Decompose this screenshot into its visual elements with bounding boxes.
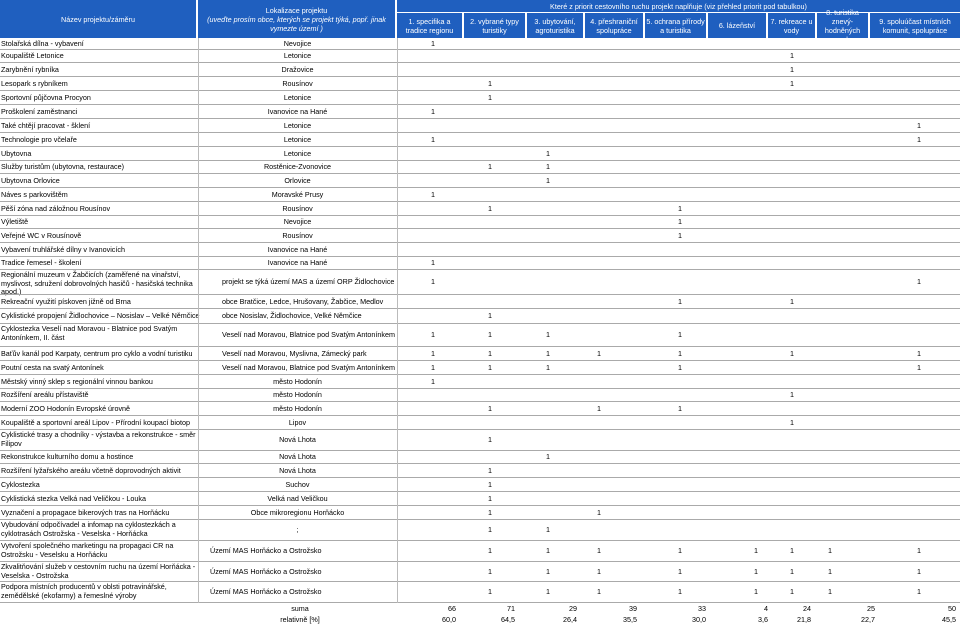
project-name: Poutní cesta na svatý Antonínek (1, 362, 104, 372)
table-row (0, 402, 960, 416)
project-location: obce Nosislav, Židlochovice, Velké Němčice (222, 311, 362, 320)
project-location: Území MAS Horňácko a Ostrožsko (210, 587, 322, 596)
priority-mark-3: 1 (546, 348, 550, 358)
sum-row-value-1: 66 (448, 604, 456, 613)
table-row (0, 229, 960, 243)
table-row (0, 309, 960, 324)
priority-mark-7: 1 (790, 51, 794, 60)
priority-mark-7: 1 (790, 64, 794, 74)
priority-mark-8: 1 (828, 566, 832, 576)
table-row (0, 270, 960, 295)
header-priority-7 (768, 13, 815, 38)
sum-row-value-3: 29 (569, 604, 577, 613)
header-priority-1 (397, 13, 462, 38)
project-name: Cyklostezka Veselí nad Moravou - Blatnice pod Svatým Antonínkem, II. část (1, 324, 178, 342)
project-location: Nevojice (283, 217, 312, 226)
table-row (0, 492, 960, 506)
project-location: Nevojice (283, 38, 312, 48)
priority-mark-5: 1 (678, 566, 682, 576)
priority-mark-7: 1 (790, 390, 794, 399)
relative-row-value-8: 22,7 (861, 615, 875, 624)
project-location: Ivanovice na Hané (267, 106, 328, 116)
project-name: Výletiště (1, 217, 29, 226)
project-location: Orlovice (284, 175, 311, 185)
project-name: Rekreační využití pískoven jižně od Brna (1, 296, 131, 306)
project-name: Ubytovna (1, 148, 32, 158)
table-row (0, 202, 960, 216)
project-location: Nová Lhota (279, 452, 316, 461)
priority-mark-3: 1 (546, 162, 550, 171)
priority-mark-8: 1 (828, 546, 832, 555)
table-row (0, 541, 960, 562)
project-location: obce Bratčice, Ledce, Hrušovany, Žabčice, Medlov (222, 296, 384, 306)
relative-row-value-2: 64,5 (501, 615, 515, 624)
project-location: Letonice (283, 51, 312, 60)
priority-mark-1: 1 (431, 38, 435, 48)
priority-mark-2: 1 (488, 435, 492, 444)
relative-row-value-9: 45,5 (942, 615, 956, 624)
table-row (0, 174, 960, 188)
priority-mark-7: 1 (790, 546, 794, 555)
project-name: Cyklistické propojení Židlochovice – Nosislav – Velké Němčice (1, 311, 200, 320)
priority-mark-9: 1 (917, 277, 921, 286)
table-row (0, 347, 960, 361)
priority-mark-3: 1 (546, 175, 550, 185)
header-priorities (397, 0, 960, 12)
sum-row-value-4: 39 (629, 604, 637, 613)
table-row (0, 105, 960, 119)
table-row (0, 243, 960, 257)
priority-mark-1: 1 (431, 348, 435, 358)
priority-mark-5: 1 (678, 362, 682, 372)
priority-mark-7: 1 (790, 566, 794, 576)
sum-row-value-5: 33 (698, 604, 706, 613)
priority-mark-3: 1 (546, 546, 550, 555)
relative-row-value-4: 35,5 (623, 615, 637, 624)
header-project-name (0, 0, 196, 38)
header-priority-8 (817, 7, 868, 44)
project-name: Sportovní půjčovna Procyon (1, 92, 91, 102)
project-name: Vytvoření společného marketingu na propagaci CR na Ostrožsku - Veselsku a Horňácku (1, 541, 174, 559)
header-priority-3 (527, 13, 583, 38)
project-location: Ivanovice na Hané (267, 258, 328, 267)
project-location: Lipov (288, 417, 307, 427)
project-name: Cyklostezka (1, 479, 40, 489)
project-name: Lesopark s rybníkem (1, 78, 68, 88)
priority-mark-3: 1 (546, 330, 550, 339)
sum-row-label: suma (291, 604, 309, 613)
project-location: Rousínov (282, 78, 313, 88)
project-location: Rostěnice-Zvonovice (263, 162, 332, 171)
table-row (0, 562, 960, 582)
priority-mark-5: 1 (678, 230, 682, 240)
project-location: Nová Lhota (279, 435, 316, 444)
header-priority-label: 4. přeshraniční spolupráce (590, 16, 638, 35)
sum-row-value-6: 4 (764, 604, 768, 613)
priority-mark-9: 1 (917, 362, 921, 372)
project-name: Cyklistické trasy a chodníky - výstavba a rekonstrukce - směr Filipov (1, 430, 196, 448)
relative-row-value-6: 3,6 (758, 615, 768, 624)
project-location: Letonice (283, 120, 312, 130)
project-name: Moderní ZOO Hodonín Evropské úrovně (1, 403, 131, 413)
priority-mark-9: 1 (917, 566, 921, 576)
priority-mark-7: 1 (790, 348, 794, 358)
header-priority-label: 1. specifika a tradice regionu (405, 16, 454, 35)
project-name: Koupaliště a sportovní areál Lipov - Přírodní koupací biotop (1, 417, 190, 427)
priority-mark-1: 1 (431, 189, 435, 199)
project-location: ; (296, 525, 299, 534)
priority-mark-6: 1 (754, 546, 758, 555)
priority-mark-2: 1 (488, 348, 492, 358)
table-row (0, 91, 960, 105)
priority-mark-2: 1 (488, 587, 492, 596)
priority-mark-7: 1 (790, 587, 794, 596)
project-location: Veselí nad Moravou, Blatnice pod Svatým Antonínkem (222, 330, 395, 339)
project-location: Veselí nad Moravou, Blatnice pod Svatým Antonínkem (222, 362, 395, 372)
relative-row-value-1: 60,0 (442, 615, 456, 624)
project-location: Letonice (283, 92, 312, 102)
table-row (0, 416, 960, 430)
relative-row-value-3: 26,4 (563, 615, 577, 624)
table-row (0, 324, 960, 347)
priority-mark-4: 1 (597, 566, 601, 576)
priority-mark-2: 1 (488, 493, 492, 503)
priority-mark-1: 1 (431, 134, 435, 144)
table-row (0, 506, 960, 520)
header-priority-6 (708, 13, 766, 38)
project-name: Rozšíření lyžařského areálu včetně doprovodných aktivit (1, 465, 181, 475)
priority-mark-2: 1 (488, 92, 492, 102)
priority-mark-5: 1 (678, 330, 682, 339)
project-name: Veřejné WC v Rousínově (1, 230, 82, 240)
priority-mark-6: 1 (754, 587, 758, 596)
table-row (0, 361, 960, 375)
priority-mark-5: 1 (678, 296, 682, 306)
header-priority-label: 7. rekreace u vody (770, 16, 813, 35)
project-name: Vyznačení a propagace bikerových tras na Horňácku (1, 507, 170, 517)
priority-mark-9: 1 (917, 348, 921, 358)
project-location: Rousínov (282, 203, 313, 213)
priority-mark-3: 1 (546, 148, 550, 158)
project-name: Rozšíření areálu přístaviště (1, 390, 89, 399)
column-divider (198, 38, 199, 603)
project-location: město Hodonín (273, 403, 322, 413)
project-name: Ubytovna Orlovice (1, 175, 60, 185)
priority-mark-2: 1 (488, 203, 492, 213)
priority-mark-1: 1 (431, 330, 435, 339)
project-name: Vybavení truhlářské dílny v Ivanovicích (1, 244, 125, 254)
table-row (0, 430, 960, 451)
priority-mark-7: 1 (790, 296, 794, 306)
priority-mark-2: 1 (488, 566, 492, 576)
priority-mark-1: 1 (431, 106, 435, 116)
table-row (0, 464, 960, 478)
priority-mark-6: 1 (754, 566, 758, 576)
project-location: Ivanovice na Hané (267, 244, 328, 254)
header-priority-label: 9. spoluúčast místních komunit, spolupráce (879, 16, 951, 35)
priority-mark-4: 1 (597, 546, 601, 555)
project-name: Zarybnění rybníka (1, 64, 59, 74)
priority-mark-5: 1 (678, 217, 682, 226)
priority-mark-2: 1 (488, 479, 492, 489)
relative-row (0, 614, 960, 628)
priority-mark-5: 1 (678, 348, 682, 358)
header-project-name-label: Název projektu/záměru (61, 14, 135, 24)
header-priority-label: 2. vybrané typy turistiky (470, 16, 519, 35)
table-row (0, 147, 960, 161)
project-name: Proškolení zaměstnanci (1, 106, 78, 116)
project-name: Služby turistům (ubytovna, restaurace) (1, 162, 125, 171)
priority-mark-5: 1 (678, 546, 682, 555)
header-priority-label: 8. turistika znevý-hodněných osob (824, 7, 861, 44)
priority-mark-5: 1 (678, 587, 682, 596)
header-priority-label: 6. lázeňství (718, 21, 756, 30)
project-name: Regionální muzeum v Žabčicích (zaměřené na vinařství, myslivost, sdružení dobrovolných hasičů - hasičská technika apod.) (1, 270, 193, 297)
project-location: projekt se týká území MAS a území ORP Židlochovice (222, 277, 395, 286)
priority-mark-1: 1 (431, 362, 435, 372)
priority-mark-2: 1 (488, 546, 492, 555)
priority-mark-1: 1 (431, 258, 435, 267)
priority-mark-3: 1 (546, 452, 550, 461)
project-location: Území MAS Horňácko a Ostrožsko (210, 546, 322, 555)
table-row (0, 295, 960, 309)
table-row (0, 63, 960, 77)
priority-mark-5: 1 (678, 203, 682, 213)
priority-mark-1: 1 (431, 277, 435, 286)
table-row (0, 375, 960, 389)
header-location-title: Lokalizace projektu (265, 5, 328, 15)
priority-mark-3: 1 (546, 362, 550, 372)
header-priority-4 (585, 13, 643, 38)
project-location: Území MAS Horňácko a Ostrožsko (210, 566, 322, 576)
project-name: Městský vinný sklep s regionální vinnou bankou (1, 376, 153, 386)
priority-mark-5: 1 (678, 403, 682, 413)
project-location: Suchov (285, 479, 310, 489)
priority-mark-9: 1 (917, 134, 921, 144)
relative-row-value-7: 21,8 (797, 615, 811, 624)
priority-mark-9: 1 (917, 120, 921, 130)
project-location: Moravské Prusy (271, 189, 324, 199)
column-divider (397, 38, 398, 603)
priority-mark-1: 1 (431, 376, 435, 386)
header-priorities-label: Které z priorit cestovního ruchu projekt naplňuje (viz přehled priorit pod tabulkou) (550, 1, 807, 11)
priority-mark-4: 1 (597, 403, 601, 413)
priority-mark-2: 1 (488, 162, 492, 171)
project-name: Také chtějí pracovat - šklení (1, 120, 91, 130)
project-location: město Hodonín (273, 390, 322, 399)
priority-mark-4: 1 (597, 348, 601, 358)
project-name: Baťův kanál pod Karpaty, centrum pro cyklo a vodní turistiku (1, 348, 193, 358)
project-name: Cyklistická stezka Velká nad Veličkou - Louka (1, 493, 147, 503)
project-name: Náves s parkovištěm (1, 189, 68, 199)
header-priority-2 (464, 13, 525, 38)
priority-mark-2: 1 (488, 78, 492, 88)
project-name: Stolařská dílna - vybavení (1, 38, 84, 48)
sum-row-value-9: 50 (948, 604, 956, 613)
header-location-note: (uveďte prosím obce, kterých se projekt týká, popř. jinak vymezte území ) (207, 14, 386, 33)
table-row (0, 520, 960, 541)
priority-mark-2: 1 (488, 362, 492, 372)
priority-mark-8: 1 (828, 587, 832, 596)
project-name: Koupaliště Letonice (1, 51, 64, 60)
table-row (0, 188, 960, 202)
project-name: Podpora místních producentů v oblsti potravinářské, zemědělské (ekofarmy) a řemeslné výroby (1, 582, 167, 600)
project-name: Pěší zóna nad záložnou Rousínov (1, 203, 111, 213)
priority-mark-2: 1 (488, 507, 492, 517)
priority-mark-9: 1 (917, 587, 921, 596)
header-priority-5 (645, 13, 706, 38)
table-row (0, 133, 960, 147)
priority-mark-3: 1 (546, 587, 550, 596)
header-priority-label: 3. ubytování, agroturistika (534, 16, 576, 35)
project-location: Dražovice (281, 64, 314, 74)
relative-row-label: relativně [%] (280, 615, 320, 624)
project-location: Letonice (283, 148, 312, 158)
priority-mark-2: 1 (488, 311, 492, 320)
sum-row-value-7: 24 (803, 604, 811, 613)
sum-row (0, 603, 960, 614)
project-name: Zkvalitňování služeb v cestovním ruchu na území Horňácka - Veselska - Ostrožska (1, 562, 196, 580)
project-location: Velká nad Veličkou (267, 493, 328, 503)
header-priority-9 (870, 13, 960, 38)
priority-mark-4: 1 (597, 507, 601, 517)
priority-mark-2: 1 (488, 330, 492, 339)
priority-mark-9: 1 (917, 546, 921, 555)
priority-mark-2: 1 (488, 525, 492, 534)
project-name: Rekonstrukce kulturního domu a hostince (1, 452, 134, 461)
project-name: Vybudování odpočívadel a infomap na cyklostezkách a cyklotrasách Ostrožska - Veselska - Horňácka (1, 520, 176, 538)
sum-row-value-8: 25 (867, 604, 875, 613)
project-location: Nová Lhota (279, 465, 316, 475)
priority-mark-7: 1 (790, 78, 794, 88)
table-row (0, 582, 960, 603)
project-location: Rousínov (282, 230, 313, 240)
table-row (0, 77, 960, 91)
table-row (0, 478, 960, 492)
priority-mark-7: 1 (790, 417, 794, 427)
project-name: Tradice řemesel - školení (1, 258, 82, 267)
priority-mark-2: 1 (488, 403, 492, 413)
project-name: Technologie pro včelaře (1, 134, 77, 144)
priority-mark-2: 1 (488, 465, 492, 475)
project-location: Obce mikroregionu Horňácko (250, 507, 345, 517)
relative-row-value-5: 30,0 (692, 615, 706, 624)
sum-row-value-2: 71 (507, 604, 515, 613)
priority-mark-4: 1 (597, 587, 601, 596)
priority-mark-3: 1 (546, 525, 550, 534)
table-row (0, 119, 960, 133)
header-priority-label: 5. ochrana přírody a turistika (646, 16, 705, 35)
project-location: Letonice (283, 134, 312, 144)
project-location: Veselí nad Moravou, Myslivna, Zámecký park (222, 348, 367, 358)
project-location: město Hodonín (273, 376, 322, 386)
priority-mark-3: 1 (546, 566, 550, 576)
header-location (198, 0, 395, 38)
